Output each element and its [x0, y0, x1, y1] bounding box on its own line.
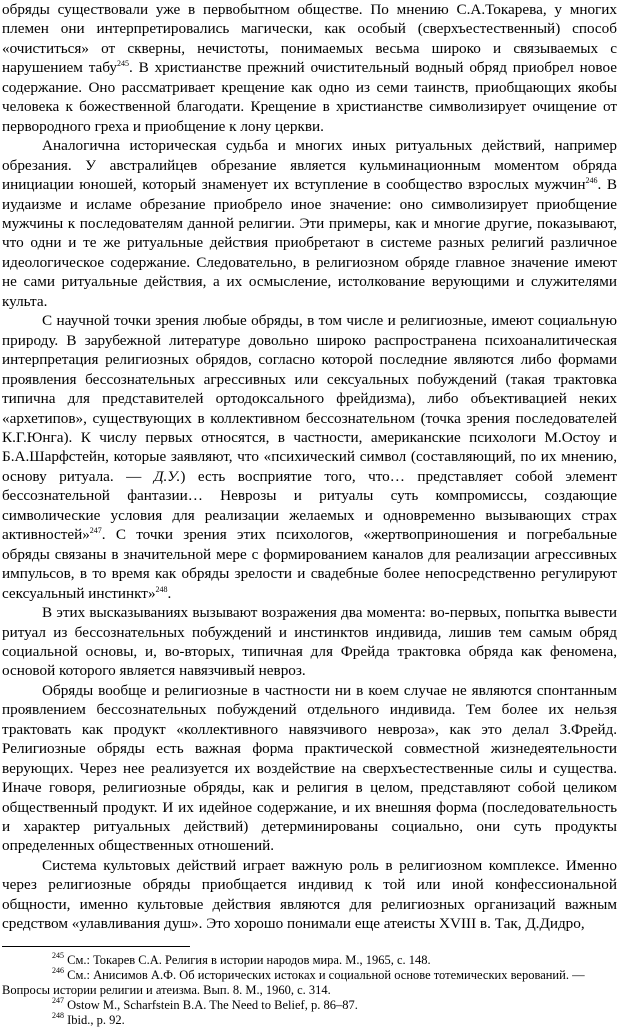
- footnote-number: 247: [52, 995, 64, 1005]
- footnote-ref: 248: [155, 584, 168, 594]
- paragraph: [2, 0, 617, 136]
- text-run: ) есть восприятие того, что… представляет собой элемент бессознательной фантазии… Неврозы и ритуалы суть компромиссы, создающие символические условия для реализации желаемых и одновременно вызывающих страх активностей»: [2, 467, 617, 544]
- footnote-text: См.: Анисимов А.Ф. Об исторических истоках и социальной основе тотемических верований. —: [67, 967, 585, 982]
- footnote: [2, 965, 617, 983]
- main-text: [2, 0, 617, 934]
- footnote: [2, 983, 617, 998]
- paragraph: [2, 136, 617, 311]
- paragraph: [2, 311, 617, 603]
- paragraph: [2, 603, 617, 681]
- text-run: Аналогична историческая судьба и многих иных ритуальных действий, например обрезания. У австралийцев обрезание является кульминационным моментом обряда инициации юношей, который знаменует их вступление в сообщество взрослых мужчин: [2, 137, 617, 194]
- footnote-text: Ostow M., Scharfstein B.A. The Need to Belief, p. 86–87.: [67, 997, 358, 1012]
- footnote-number: 248: [52, 1010, 64, 1020]
- footnotes: [2, 950, 617, 1028]
- footnote: [2, 950, 617, 968]
- footnote-ref: 246: [585, 176, 598, 186]
- footnote: [2, 995, 617, 1013]
- text-run: В этих высказываниях вызывают возражения два момента: во-первых, попытка вывести ритуал из бессознательных побуждений и инстинктов индивида, лишив тем самым обряд социальной основы, и, во-вторых, типичная для Фрейда трактовка обряда как феномена, основой которого является навязчивый невроз.: [2, 604, 617, 680]
- document-page: [2, 0, 617, 1028]
- text-run: . С точки зрения этих психологов, «жертвоприношения и погребальные обряды связаны в значительной мере с формированием каналов для реализации агрессивных импульсов, в то время как обряды зрелости и свадебные более непосредственно регулируют сексуальный инстинкт»: [2, 526, 617, 602]
- footnote-ref: 245: [117, 59, 130, 69]
- text-run: .: [167, 584, 172, 602]
- footnote-number: 246: [52, 965, 64, 975]
- paragraph: [2, 856, 617, 934]
- footnote-divider: [2, 946, 190, 947]
- footnote-text: См.: Токарев С.А. Религия в истории народов мира. М., 1965, с. 148.: [67, 952, 431, 967]
- text-run: . В иудаизме и исламе обрезание приобрело иное значение: оно символизирует приобщение мужчины к последователям данной религии. Эти примеры, как и многие другие, показывают, что одни и те же ритуальные действия приобретают в системе разных религий различное идеологическое содержание. Следовательно, в религиозном обряде главное значение имеют не сами ритуальные действия, а их осмысление, истолкование верующими и служителями культа.: [2, 176, 617, 310]
- text-run: обряды существовали уже в первобытном обществе. По мнению С.А.Токарева, у многих племен они интерпретировались магически, как особый (сверхъестественный) способ «очиститься» от скверны, нечистоты, понимаемых весьма широко и связываемых с нарушением табу: [2, 1, 617, 77]
- footnote-number: 245: [52, 950, 64, 960]
- footnote-text: Вопросы истории религии и атеизма. Вып. 8. М., 1960, с. 314.: [2, 982, 331, 997]
- italic-text: Д.У.: [153, 467, 181, 485]
- footnote-text: Ibid., p. 92.: [67, 1012, 125, 1027]
- text-run: Система культовых действий играет важную роль в религиозном комплексе. Именно через религиозные обряды приобщается индивид к той или иной конфессиональной общности, именно культовые действия являются для религиозных организаций важным средством «улавливания душ». Это хорошо понимали еще атеисты XVIII в. Так, Д.Дидро,: [2, 856, 617, 933]
- text-run: Обряды вообще и религиозные в частности ни в коем случае не являются спонтанным проявлением бессознательных побуждений отдельного индивида. Тем более их нельзя трактовать как продукт «коллективного навязчивого невроза», как это делал З.Фрейд. Религиозные обряды есть важная форма практической совместной жизнедеятельности верующих. Через нее реализуется их воздействие на сверхъестественные силы и существа. Иначе говоря, религиозные обряды, как и религия в целом, представляют собой целиком общественный продукт. И их идейное содержание, и их внешняя форма (последовательность и характер ритуальных действий) детерминированы социально, они суть продукты определенных общественных отношений.: [2, 681, 617, 855]
- text-run: С научной точки зрения любые обряды, в том числе и религиозные, имеют социальную природу. В зарубежной литературе довольно широко распространена психоаналитическая интерпретация религиозных обрядов, согласно которой последние являются либо формами проявления бессознательных агрессивных или сексуальных побуждений (такая трактовка типична для представителей ортодоксального фрейдизма), либо объективацией неких «архетипов», существующих в коллективном бессознательном (точка зрения последователей К.Г.Юнга). К числу первых относятся, в частности, американские психологи М.Остоу и Б.А.Шарфстейн, которые заявляют, что «психический символ (составляющий, по их мнению, основу ритуала. —: [2, 312, 617, 485]
- footnote: [2, 1010, 617, 1028]
- paragraph: [2, 681, 617, 856]
- text-run: . В христианстве прежний очистительный водный обряд приобрел новое содержание. Оно рассматривает крещение как одно из семи таинств, приобщающих якобы человека к божественной благодати. Крещение в христианстве символизирует очищение от первородного греха и приобщение к лону церкви.: [2, 59, 617, 135]
- footnote-ref: 247: [89, 526, 102, 536]
